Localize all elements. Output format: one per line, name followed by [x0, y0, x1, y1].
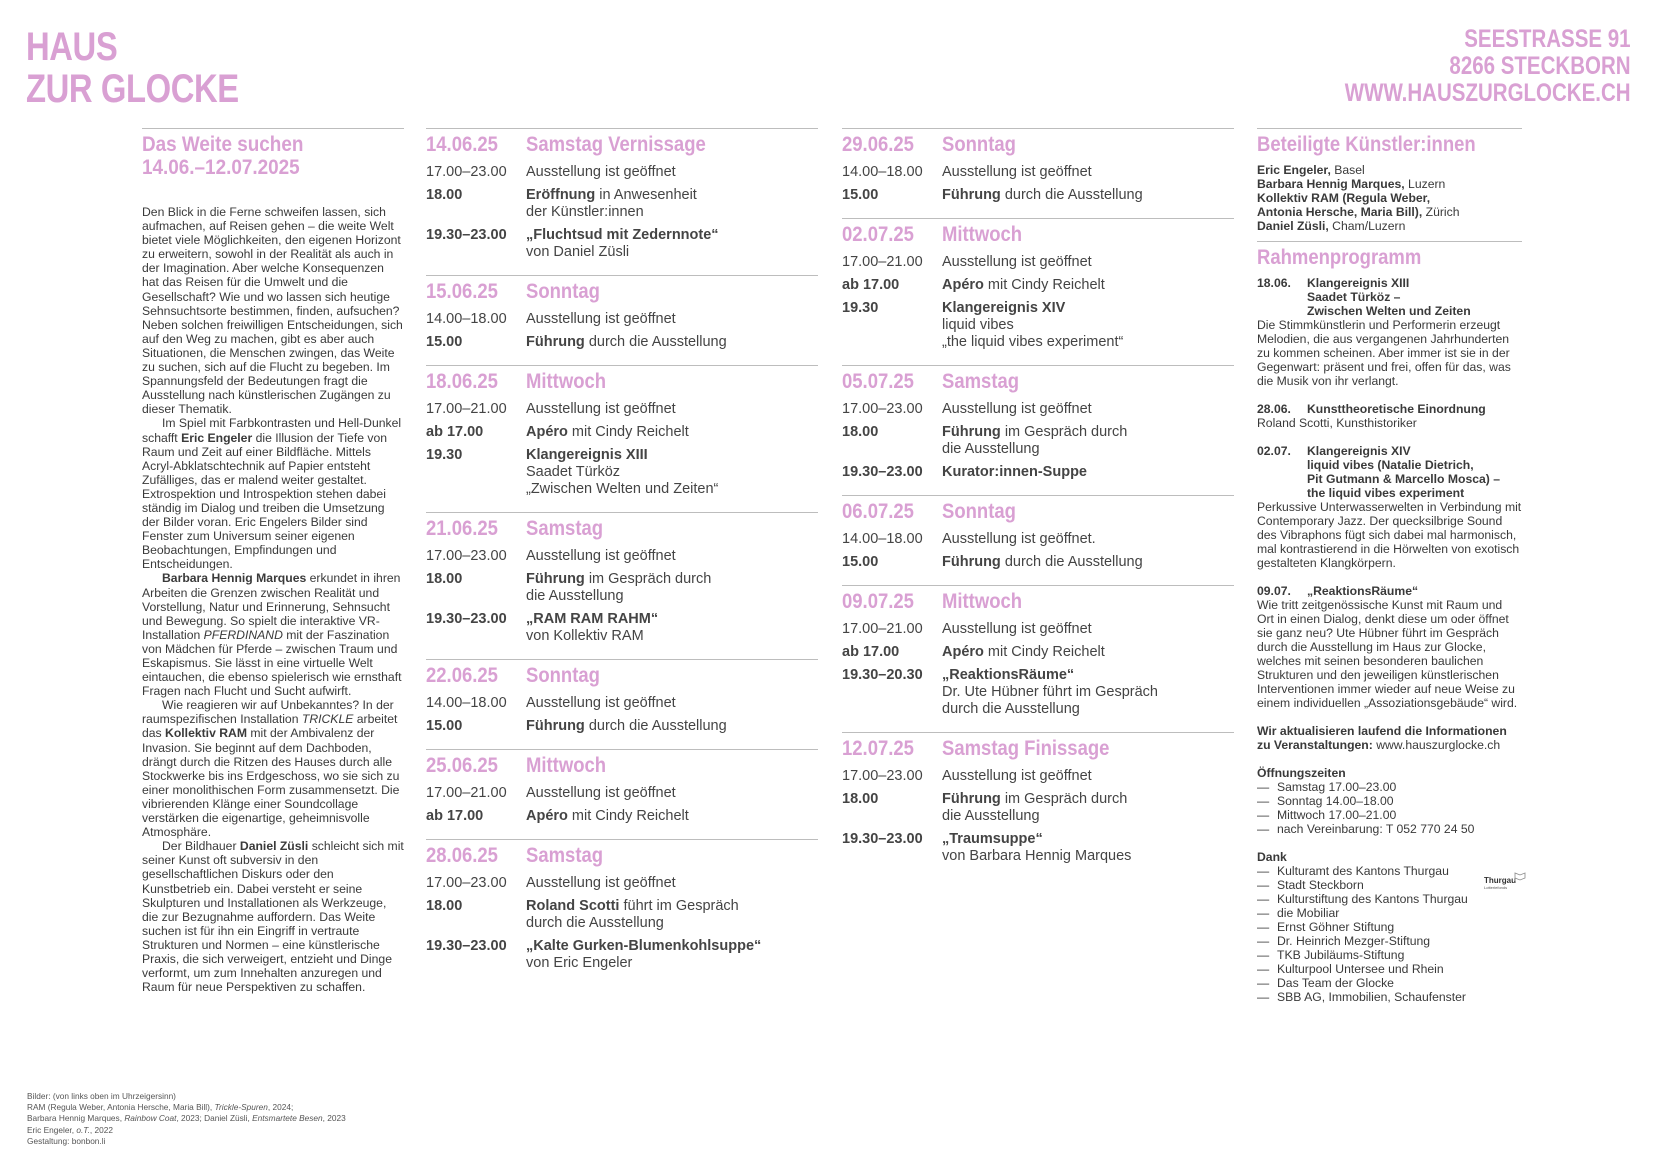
event-time: 18.00: [426, 571, 463, 587]
event-time: 14.00–18.00: [842, 164, 923, 180]
event-time: 14.00–18.00: [842, 531, 923, 547]
event-time: 17.00–21.00: [842, 621, 923, 637]
event-description: Ausstellung ist geöffnet: [942, 254, 1092, 270]
sponsor-item: — Das Team der Glocke: [1257, 976, 1522, 990]
day-date: 14.06.25: [426, 133, 498, 156]
intro-paragraph-1: Den Blick in die Ferne schweifen lassen, sich aufmachen, auf Reisen gehen – die weite Welt bietet viele Möglichkeiten, den eigenen Horizont zu erweitern, sowohl in der Realität als auch in der Imagination. Aber welche Konsequenzen hat das Reisen für die Umwelt und die Gesellschaft? Wie und wo lassen sich heutige Sehnsuchtsorte bestimmen, finden, aufsuchen? Neben solchen freiwilligen Entscheidungen, sich auf den Weg zu machen, gibt es aber auch Situationen, die Menschen zwingen, das Weite zu suchen, sich auf die Flucht zu begeben. Im Spannungsfeld der Bedeutungen fragt die Ausstellung nach künstlerischen Zugängen zu dieser Thematik.: [142, 205, 403, 417]
event-description: Ausstellung ist geöffnet: [526, 875, 676, 891]
address-street: SEESTRASSE 91: [1464, 25, 1631, 53]
event-row: [842, 667, 1234, 718]
intro-paragraph-4: Wie reagieren wir auf Unbekanntes? In der raumspezifischen Installation TRICKLE arbeitet das Kollektiv RAM mit der Ambivalenz der Invasion. Sie beginnt auf dem Dachboden, drängt durch die Ritzen des Hauses durch alle Stockwerke bis ins Erdgeschoss, wo sie sich zu einer monolithischen Form zusammensetzt. Die vibrierenden Klänge einer Soundcollage verstärken die eigenartige, geheimnisvolle Atmosphäre.: [142, 698, 400, 840]
event-row: [842, 621, 1234, 638]
day-name: Mittwoch: [942, 590, 1023, 613]
sponsor-item: — die Mobiliar: [1257, 906, 1522, 920]
event-time: 19.30–23.00: [426, 938, 507, 954]
event-time: 15.00: [842, 554, 879, 570]
event-row: [842, 164, 1234, 181]
day-name: Samstag Finissage: [942, 737, 1110, 760]
event-row: [426, 898, 818, 932]
event-row: [842, 254, 1234, 271]
day-date: 02.07.25: [842, 223, 914, 246]
day-heading: [842, 133, 1234, 160]
artist-item: Barbara Hennig Marques, Luzern: [1257, 177, 1446, 191]
event-description: Ausstellung ist geöffnet: [942, 768, 1092, 784]
event-time: 14.00–18.00: [426, 695, 507, 711]
day-name: Samstag: [526, 844, 604, 867]
day-heading: [842, 590, 1234, 617]
event-time: 18.00: [842, 424, 879, 440]
day-name: Samstag Vernissage: [526, 133, 706, 156]
event-description: Führung durch die Ausstellung: [942, 554, 1143, 570]
event-row: [426, 164, 818, 181]
event-row: [426, 808, 818, 825]
hours-item: — Sonntag 14.00–18.00: [1257, 794, 1522, 808]
event-row: [426, 875, 818, 892]
thanks-section: Dank — Kulturamt des Kantons Thurgau — Stadt Steckborn — Kulturstiftung des Kantons Thurgau — die Mobiliar — Ernst Göhner Stiftung — Dr. Heinrich Mezger-Stiftung — TKB Jubiläums-Stiftung — Kulturpool Untersee und Rhein — Das Team der Glocke — SBB AG, Immobilien, Schaufenster: [1257, 850, 1522, 1004]
event-description: Ausstellung ist geöffnet: [526, 548, 676, 564]
day-block: [426, 839, 818, 986]
event-description: Führung durch die Ausstellung: [526, 718, 727, 734]
event-description: Führung durch die Ausstellung: [942, 187, 1143, 203]
event-time: 19.30: [426, 447, 463, 463]
event-row: [842, 300, 1234, 351]
brand-logo: [26, 26, 239, 110]
schedule-column-1: [426, 128, 818, 986]
event-time: 18.00: [426, 187, 463, 203]
day-heading: [842, 370, 1234, 397]
event-time: 19.30–23.00: [426, 611, 507, 627]
event-time: ab 17.00: [426, 808, 484, 824]
event-time: ab 17.00: [842, 277, 900, 293]
event-time: 17.00–23.00: [842, 401, 923, 417]
event-description: Eröffnung in Anwesenheit der Künstler:innen: [526, 187, 697, 220]
event-description: Apéro mit Cindy Reichelt: [942, 277, 1105, 293]
day-block: [842, 218, 1234, 365]
sponsor-item: — Dr. Heinrich Mezger-Stiftung: [1257, 934, 1522, 948]
event-row: [426, 227, 818, 261]
event-description: „Fluchtsud mit Zedernnote“ von Daniel Züsli: [526, 227, 719, 260]
address-website[interactable]: WWW.HAUSZURGLOCKE.CH: [1345, 79, 1631, 107]
programme-heading: Rahmenprogramm: [1257, 246, 1422, 269]
programme-item: 28.06. Kunsttheoretische Einordnung Roland Scotti, Kunsthistoriker: [1257, 402, 1486, 430]
event-description: Roland Scotti führt im Gespräch durch die Ausstellung: [526, 898, 739, 931]
event-time: 17.00–23.00: [426, 875, 507, 891]
event-row: [426, 401, 818, 418]
intro-column: [142, 128, 404, 994]
day-block: [842, 495, 1234, 585]
sponsor-item: — TKB Jubiläums-Stiftung: [1257, 948, 1522, 962]
programme-item: 02.07. Klangereignis XIV liquid vibes (Natalie Dietrich, Pit Gutmann & Marcello Mosca) – the liquid vibes experiment Perkussive Unterwasserwelten in Verbindung mit Contemporary Jazz. Der quecksilbrige Sound des Vibraphons fügt sich dabei mal harmonisch, mal kontrastierend in die Hörwelten von exotisch gestalteten Klangkörpern.: [1257, 444, 1522, 570]
event-time: 19.30–23.00: [842, 464, 923, 480]
event-description: Ausstellung ist geöffnet: [942, 401, 1092, 417]
day-block: [842, 128, 1234, 218]
event-row: [426, 447, 818, 498]
event-time: 19.30: [842, 300, 879, 316]
event-time: ab 17.00: [426, 424, 484, 440]
exhibition-dates: 14.06.–12.07.2025: [142, 156, 300, 179]
day-block: [426, 128, 818, 275]
event-row: [426, 695, 818, 712]
hours-item: — Mittwoch 17.00–21.00: [1257, 808, 1522, 822]
event-time: 17.00–21.00: [426, 785, 507, 801]
sponsor-item: — SBB AG, Immobilien, Schaufenster: [1257, 990, 1522, 1004]
event-row: [842, 554, 1234, 571]
exhibition-title: [142, 129, 378, 179]
event-description: Ausstellung ist geöffnet: [526, 311, 676, 327]
artist-name: Barbara Hennig Marques: [162, 571, 307, 586]
event-time: 18.00: [842, 791, 879, 807]
day-block: [842, 585, 1234, 732]
day-heading: [426, 370, 818, 397]
day-date: 09.07.25: [842, 590, 914, 613]
event-description: Ausstellung ist geöffnet: [526, 164, 676, 180]
address-city: 8266 STECKBORN: [1449, 52, 1631, 80]
day-date: 29.06.25: [842, 133, 914, 156]
day-heading: [426, 517, 818, 544]
event-time: 15.00: [426, 718, 463, 734]
event-description: Ausstellung ist geöffnet: [526, 785, 676, 801]
artist-item: Daniel Züsli, Cham/Luzern: [1257, 219, 1406, 233]
event-row: [842, 768, 1234, 785]
event-description: Apéro mit Cindy Reichelt: [526, 808, 689, 824]
schedule-column-2: [842, 128, 1234, 879]
day-name: Samstag: [526, 517, 604, 540]
hours-item: — Samstag 17.00–23.00: [1257, 780, 1522, 794]
day-date: 12.07.25: [842, 737, 914, 760]
programme-item: 09.07. „ReaktionsRäume“ Wie tritt zeitgenössische Kunst mit Raum und Ort in einen Dialog, denkt diese um oder öffnet sie ganz neu? Ute Hübner führt im Gespräch durch die Ausstellung im Haus zur Glocke, welches mit seinen besonderen baulichen Strukturen und den jeweiligen künstlerischen Interventionen immer wieder auf neue Weise zu einem individuellen „Assoziationsgebäude“ wird.: [1257, 584, 1518, 710]
event-description: Führung im Gespräch durch die Ausstellung: [942, 424, 1128, 457]
event-time: 19.30–23.00: [842, 831, 923, 847]
event-time: 14.00–18.00: [426, 311, 507, 327]
day-date: 25.06.25: [426, 754, 498, 777]
event-row: [426, 187, 818, 221]
info-column: [1257, 128, 1522, 1004]
event-row: [842, 831, 1234, 865]
programme-item: 18.06. Klangereignis XIII Saadet Türköz – Zwischen Welten und Zeiten Die Stimmkünstlerin und Performerin erzeugt Melodien, die aus vergangenen Jahrhunderten zu kommen scheinen. Aber immer ist sie in der Gegenwart: präsent und frei, offen für das, was die Musik von ihr verlangt.: [1257, 276, 1511, 388]
event-description: „Kalte Gurken-Blumenkohlsuppe“ von Eric Engeler: [526, 938, 762, 971]
event-row: [426, 548, 818, 565]
event-description: Klangereignis XIII Saadet Türköz „Zwischen Welten und Zeiten“: [526, 447, 719, 497]
artists-heading: Beteiligte Künstler:innen: [1257, 133, 1476, 156]
artwork-title: TRICKLE: [301, 712, 354, 727]
exhibition-name: Das Weite suchen: [142, 133, 304, 156]
sponsor-item: — Stadt Steckborn: [1257, 878, 1522, 892]
intro-paragraph-2: Im Spiel mit Farbkontrasten und Hell-Dunkel schafft Eric Engeler die Illusion der Tiefe von Raum und Zeit auf einer Bildfläche. Mittels Acryl-Abklatschtechnik auf Papier entsteht Zufälliges, das er malend weiter gestaltet. Extrospektion und Introspektion stehen dabei ständig im Dialog und treiben die Umsetzung der Bilder voran. Eric Engelers Bilder sind Fenster zum Universum seiner eigenen Beobachtungen, Empfindungen und Entscheidungen.: [142, 416, 402, 572]
artist-item: Antonia Hersche, Maria Bill), Zürich: [1257, 205, 1460, 219]
event-row: [426, 571, 818, 605]
event-time: 17.00–21.00: [426, 401, 507, 417]
day-heading: [842, 500, 1234, 527]
event-time: 15.00: [842, 187, 879, 203]
sponsor-item: — Kulturstiftung des Kantons Thurgau: [1257, 892, 1522, 906]
day-name: Samstag: [942, 370, 1020, 393]
artist-name: Eric Engeler: [181, 430, 253, 445]
day-date: 15.06.25: [426, 280, 498, 303]
sponsor-item: — Kulturpool Untersee und Rhein: [1257, 962, 1522, 976]
day-block: [842, 732, 1234, 879]
artist-item: Kollektiv RAM (Regula Weber,: [1257, 191, 1431, 205]
sponsor-item: — Ernst Göhner Stiftung: [1257, 920, 1522, 934]
day-name: Mittwoch: [942, 223, 1023, 246]
day-date: 28.06.25: [426, 844, 498, 867]
event-row: [842, 424, 1234, 458]
day-block: [426, 275, 818, 365]
day-block: [426, 749, 818, 839]
event-row: [426, 424, 818, 441]
event-time: 17.00–23.00: [842, 768, 923, 784]
day-block: [426, 659, 818, 749]
event-description: Ausstellung ist geöffnet.: [942, 531, 1096, 547]
event-time: 19.30–23.00: [426, 227, 507, 243]
day-heading: [426, 844, 818, 871]
day-name: Sonntag: [526, 280, 600, 303]
event-description: Führung im Gespräch durch die Ausstellung: [942, 791, 1128, 824]
brand-line-1: HAUS: [26, 25, 118, 69]
event-row: [842, 644, 1234, 661]
event-description: Führung durch die Ausstellung: [526, 334, 727, 350]
event-time: 18.00: [426, 898, 463, 914]
event-row: [426, 311, 818, 328]
day-date: 21.06.25: [426, 517, 498, 540]
image-credits: Bilder: (von links oben im Uhrzeigersinn) RAM (Regula Weber, Antonia Hersche, Maria Bill), Trickle-Spuren, 2024; Barbara Hennig Marques, Rainbow Coat, 2023; Daniel Züsli, Entsmartete Besen, 2023 Eric Engeler, o.T., 2022 Gestaltung: bonbon.li: [27, 1091, 346, 1146]
day-heading: [426, 133, 818, 160]
brand-line-2: ZUR GLOCKE: [26, 67, 239, 111]
event-description: Ausstellung ist geöffnet: [942, 621, 1092, 637]
day-block: [426, 512, 818, 659]
event-time: 17.00–21.00: [842, 254, 923, 270]
event-description: „ReaktionsRäume“ Dr. Ute Hübner führt im Gespräch durch die Ausstellung: [942, 667, 1158, 717]
day-name: Sonntag: [942, 133, 1016, 156]
event-row: [842, 277, 1234, 294]
day-heading: [842, 223, 1234, 250]
event-description: Kurator:innen-Suppe: [942, 464, 1087, 480]
event-row: [842, 187, 1234, 204]
day-date: 06.07.25: [842, 500, 914, 523]
artist-item: Eric Engeler, Basel: [1257, 163, 1365, 177]
event-time: 17.00–23.00: [426, 548, 507, 564]
event-row: [842, 464, 1234, 481]
day-date: 18.06.25: [426, 370, 498, 393]
event-description: Ausstellung ist geöffnet: [942, 164, 1092, 180]
event-description: Ausstellung ist geöffnet: [526, 401, 676, 417]
day-name: Sonntag: [526, 664, 600, 687]
event-row: [842, 531, 1234, 548]
address-block: [1345, 26, 1631, 107]
day-name: Mittwoch: [526, 370, 607, 393]
event-description: Klangereignis XIV liquid vibes „the liquid vibes experiment“: [942, 300, 1124, 350]
day-name: Mittwoch: [526, 754, 607, 777]
event-time: 19.30–20.30: [842, 667, 923, 683]
event-description: Apéro mit Cindy Reichelt: [942, 644, 1105, 660]
event-row: [426, 785, 818, 802]
event-row: [426, 334, 818, 351]
day-block: [842, 365, 1234, 495]
event-row: [426, 611, 818, 645]
event-description: Ausstellung ist geöffnet: [526, 695, 676, 711]
event-time: 17.00–23.00: [426, 164, 507, 180]
day-date: 22.06.25: [426, 664, 498, 687]
intro-paragraph-3: Barbara Hennig Marques erkundet in ihren Arbeiten die Grenzen zwischen Realität und Vorstellung, Natur und Erinnerung, Sehnsucht und Bewegung. So spielt die interaktive VR-Installation PFERDINAND mit der Faszination von Mädchen für Pferde – zwischen Traum und Eskapismus. Sie lässt in eine virtuelle Welt eintauchen, die ebenso spielerisch wie ernsthaft Fragen nach Flucht und Sucht aufwirft.: [142, 571, 402, 699]
day-name: Sonntag: [942, 500, 1016, 523]
hours-item: — nach Vereinbarung: T 052 770 24 50: [1257, 822, 1522, 836]
event-row: [426, 718, 818, 735]
event-description: „RAM RAM RAHM“ von Kollektiv RAM: [526, 611, 659, 644]
intro-paragraph-5: Der Bildhauer Daniel Züsli schleicht sich mit seiner Kunst oft subversiv in den gesellschaftlichen Diskurs oder den Kunstbetrieb ein. Dabei versteht er seine Skulpturen und Installationen als Werkzeuge, die zur Bezugnahme auffordern. Das Weite suchen ist für ihn ein Eingriff in vertraute Strukturen und Normen – eine künstlerische Praxis, die sich verweigert, entzieht und Dinge verformt, um zum Innehalten anzuregen und Raum für neue Perspektiven zu schaffen.: [142, 839, 404, 995]
artist-name: Daniel Züsli: [239, 839, 309, 854]
event-time: ab 17.00: [842, 644, 900, 660]
day-heading: [426, 754, 818, 781]
opening-hours: Öffnungszeiten — Samstag 17.00–23.00 — Sonntag 14.00–18.00 — Mittwoch 17.00–21.00 — nach Vereinbarung: T 052 770 24 50: [1257, 766, 1522, 836]
event-row: [842, 401, 1234, 418]
day-heading: [426, 664, 818, 691]
sponsor-item: — Kulturamt des Kantons Thurgau: [1257, 864, 1522, 878]
intro-text: [142, 205, 404, 994]
day-block: [426, 365, 818, 512]
artists-list: [1257, 163, 1522, 233]
event-row: [842, 791, 1234, 825]
day-heading: [426, 280, 818, 307]
day-date: 05.07.25: [842, 370, 914, 393]
event-description: „Traumsuppe“ von Barbara Hennig Marques: [942, 831, 1132, 864]
event-time: 15.00: [426, 334, 463, 350]
artist-name: Kollektiv RAM: [165, 726, 247, 741]
thurgau-lotteriefonds-logo: Thurgau Lotteriefonds: [1484, 876, 1524, 898]
update-note: Wir aktualisieren laufend die Informationen zu Veranstaltungen: www.hauszurglocke.ch: [1257, 724, 1507, 752]
event-description: Führung im Gespräch durch die Ausstellung: [526, 571, 712, 604]
artwork-title: PFERDINAND: [203, 627, 283, 642]
day-heading: [842, 737, 1234, 764]
event-description: Apéro mit Cindy Reichelt: [526, 424, 689, 440]
website-link[interactable]: www.hauszurglocke.ch: [1372, 738, 1501, 752]
event-row: [426, 938, 818, 972]
flag-icon: [1514, 872, 1526, 882]
